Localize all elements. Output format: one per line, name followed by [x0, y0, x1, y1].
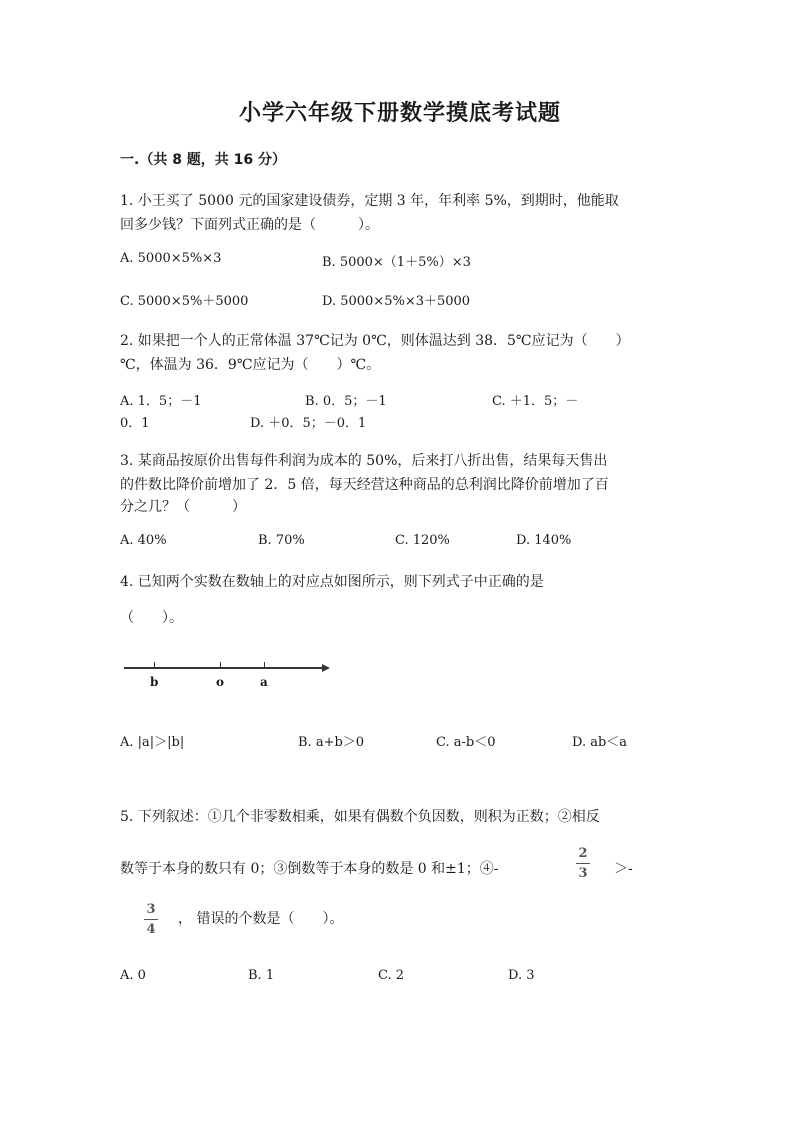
q2-option-c[interactable]: C. ＋1．5；－ — [492, 394, 579, 409]
q5-line2: 数等于本身的数只有 0；③倒数等于本身的数是 0 和±1；④- — [120, 861, 499, 877]
page-title: 小学六年级下册数学摸底考试题 — [238, 101, 561, 126]
q1-option-c[interactable]: C. 5000×5%＋5000 — [120, 294, 249, 309]
q5-option-d[interactable]: D. 3 — [508, 968, 535, 983]
q2-line1: 2. 如果把一个人的正常体温 37℃记为 0℃，则体温达到 38．5℃应记为（ ） — [120, 333, 630, 349]
q1-option-a[interactable]: A. 5000×5%×3 — [120, 251, 222, 266]
fraction-two-thirds — [576, 846, 590, 881]
q2-option-b[interactable]: B. 0．5；－1 — [305, 394, 387, 409]
q4-line1: 4. 已知两个实数在数轴上的对应点如图所示，则下列式子中正确的是 — [120, 574, 544, 590]
q5-option-b[interactable]: B. 1 — [248, 968, 275, 983]
q5-line1: 5. 下列叙述：①几个非零数相乘，如果有偶数个负因数，则积为正数；②相反 — [120, 809, 600, 825]
q1-line1: 1. 小王买了 5000 元的国家建设债券，定期 3 年，年利率 5%，到期时，他能取 — [120, 193, 619, 209]
q1-option-d[interactable]: D. 5000×5%×3＋5000 — [322, 294, 471, 309]
q3-option-b[interactable]: B. 70% — [258, 533, 305, 548]
axis-arrow-icon — [322, 664, 330, 672]
q4-option-a[interactable]: A. |a|＞|b| — [120, 735, 185, 750]
q5-option-c[interactable]: C. 2 — [378, 968, 405, 983]
q4-option-b[interactable]: B. a+b＞0 — [298, 735, 365, 750]
tick-o — [220, 662, 221, 668]
axis-label-b: b — [150, 675, 159, 689]
q2-line2: ℃，体温为 36．9℃应记为（ ）℃。 — [120, 357, 381, 373]
fraction-three-quarters — [144, 902, 158, 937]
q4-option-d[interactable]: D. ab＜a — [572, 735, 628, 750]
fraction-numerator: 3 — [146, 902, 156, 917]
q2-option-a[interactable]: A. 1．5；－1 — [120, 394, 202, 409]
q4-option-c[interactable]: C. a-b＜0 — [436, 735, 496, 750]
tick-a — [264, 662, 265, 668]
q3-option-a[interactable]: A. 40% — [120, 533, 167, 548]
q3-line3: 分之几？（ ） — [120, 499, 246, 515]
q3-option-d[interactable]: D. 140% — [516, 533, 572, 548]
q4-line2: （ ）。 — [120, 610, 183, 626]
axis-label-a: a — [260, 675, 268, 689]
tick-b — [154, 662, 155, 668]
q3-line2: 的件数比降价前增加了 2．5 倍，每天经营这种商品的总利润比降价前增加了百 — [120, 477, 609, 493]
q1-line2: 回多少钱？下面列式正确的是（ ）。 — [120, 217, 379, 233]
section-heading: 一.（共 8 题，共 16 分） — [120, 152, 287, 168]
q2-option-d[interactable]: D. ＋0．5；－0．1 — [250, 416, 367, 431]
q5-option-a[interactable]: A. 0 — [120, 968, 146, 983]
q5-line2-tail: ＞- — [614, 861, 633, 877]
q3-line1: 3. 某商品按原价出售每件利润为成本的 50%，后来打八折出售，结果每天售出 — [120, 453, 608, 469]
fraction-denominator: 4 — [146, 922, 156, 937]
q3-option-c[interactable]: C. 120% — [395, 533, 450, 548]
fraction-denominator: 3 — [578, 866, 588, 881]
q2-option-c-continued: 0．1 — [120, 416, 150, 431]
fraction-numerator: 2 — [578, 846, 588, 861]
axis-label-o: o — [216, 675, 225, 689]
q1-option-b[interactable]: B. 5000×（1＋5%）×3 — [322, 255, 471, 270]
q5-line3: ， 错误的个数是（ ）。 — [178, 911, 344, 927]
